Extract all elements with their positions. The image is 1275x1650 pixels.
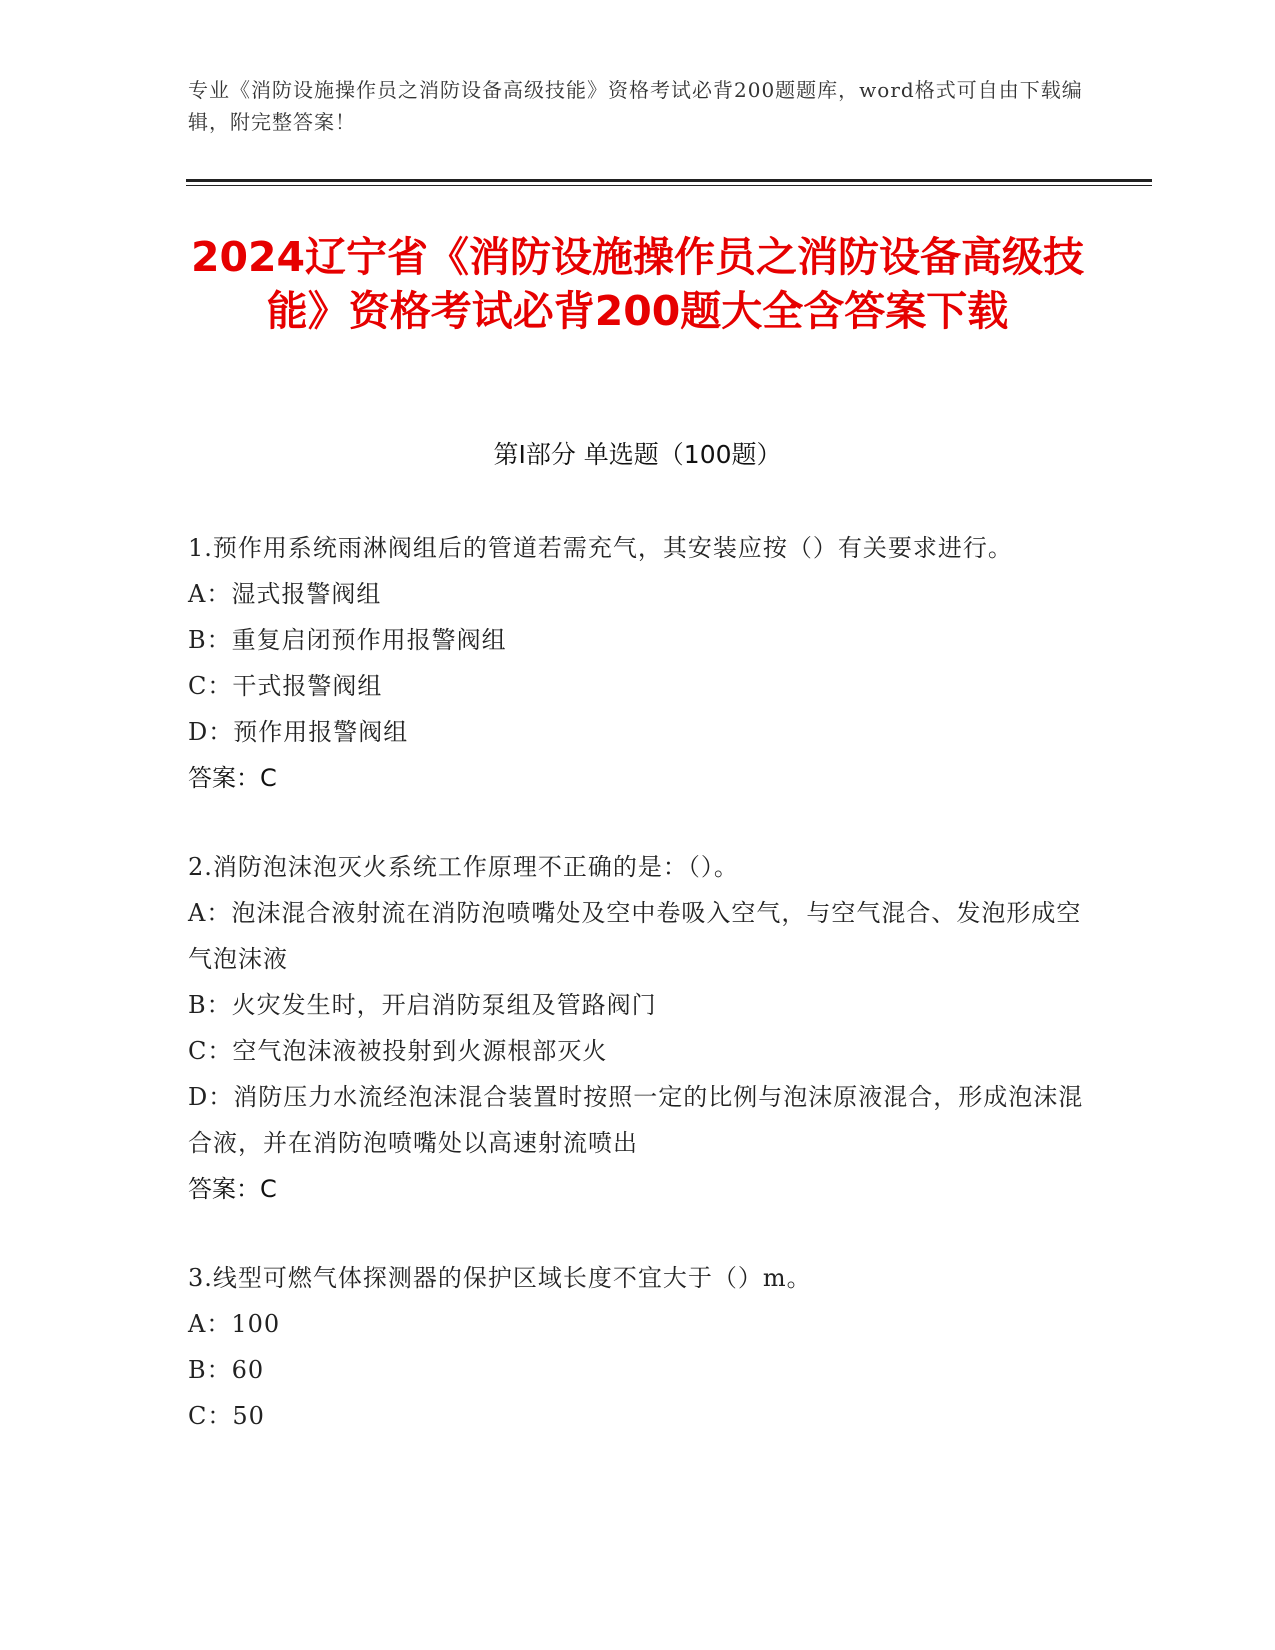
option-c: C：干式报警阀组 <box>188 672 383 700</box>
question-stem: 1.预作用系统雨淋阀组后的管道若需充气，其安装应按（）有关要求进行。 <box>188 534 1013 562</box>
option-a: A：湿式报警阀组 <box>188 580 382 608</box>
header-rule-thick <box>186 179 1152 182</box>
question-stem: 2.消防泡沫泡灭火系统工作原理不正确的是：（）。 <box>188 853 739 881</box>
option-b: B：60 <box>188 1356 265 1384</box>
option-d: D：消防压力水流经泡沫混合装置时按照一定的比例与泡沫原液混合，形成泡沫混合液，并在消防泡喷嘴处以高速射流喷出 <box>188 1083 1084 1157</box>
question-list <box>188 525 1088 1482</box>
option-a: A：100 <box>188 1310 281 1338</box>
option-c: C：50 <box>188 1402 265 1430</box>
header-note: 专业《消防设施操作员之消防设备高级技能》资格考试必背200题题库，word格式可自由下载编辑，附完整答案！ <box>188 78 1083 134</box>
section-title: 第Ⅰ部分 单选题（100题） <box>493 440 782 469</box>
option-a: A：泡沫混合液射流在消防泡喷嘴处及空中卷吸入空气，与空气混合、发泡形成空气泡沫液 <box>188 899 1082 973</box>
answer: 答案：C <box>188 764 277 792</box>
option-d: D：预作用报警阀组 <box>188 718 409 746</box>
question-stem: 3.线型可燃气体探测器的保护区域长度不宜大于（）m。 <box>188 1264 812 1292</box>
option-c: C：空气泡沫液被投射到火源根部灭火 <box>188 1037 608 1065</box>
answer: 答案：C <box>188 1175 277 1203</box>
header-rule-thin <box>186 185 1152 186</box>
question-3 <box>188 1255 1088 1439</box>
document-title: 2024辽宁省《消防设施操作员之消防设备高级技能》资格考试必背200题大全含答案下载 <box>190 233 1085 335</box>
question-2 <box>188 844 1088 1212</box>
option-b: B：火灾发生时，开启消防泵组及管路阀门 <box>188 991 657 1019</box>
option-b: B：重复启闭预作用报警阀组 <box>188 626 507 654</box>
question-1 <box>188 525 1088 801</box>
